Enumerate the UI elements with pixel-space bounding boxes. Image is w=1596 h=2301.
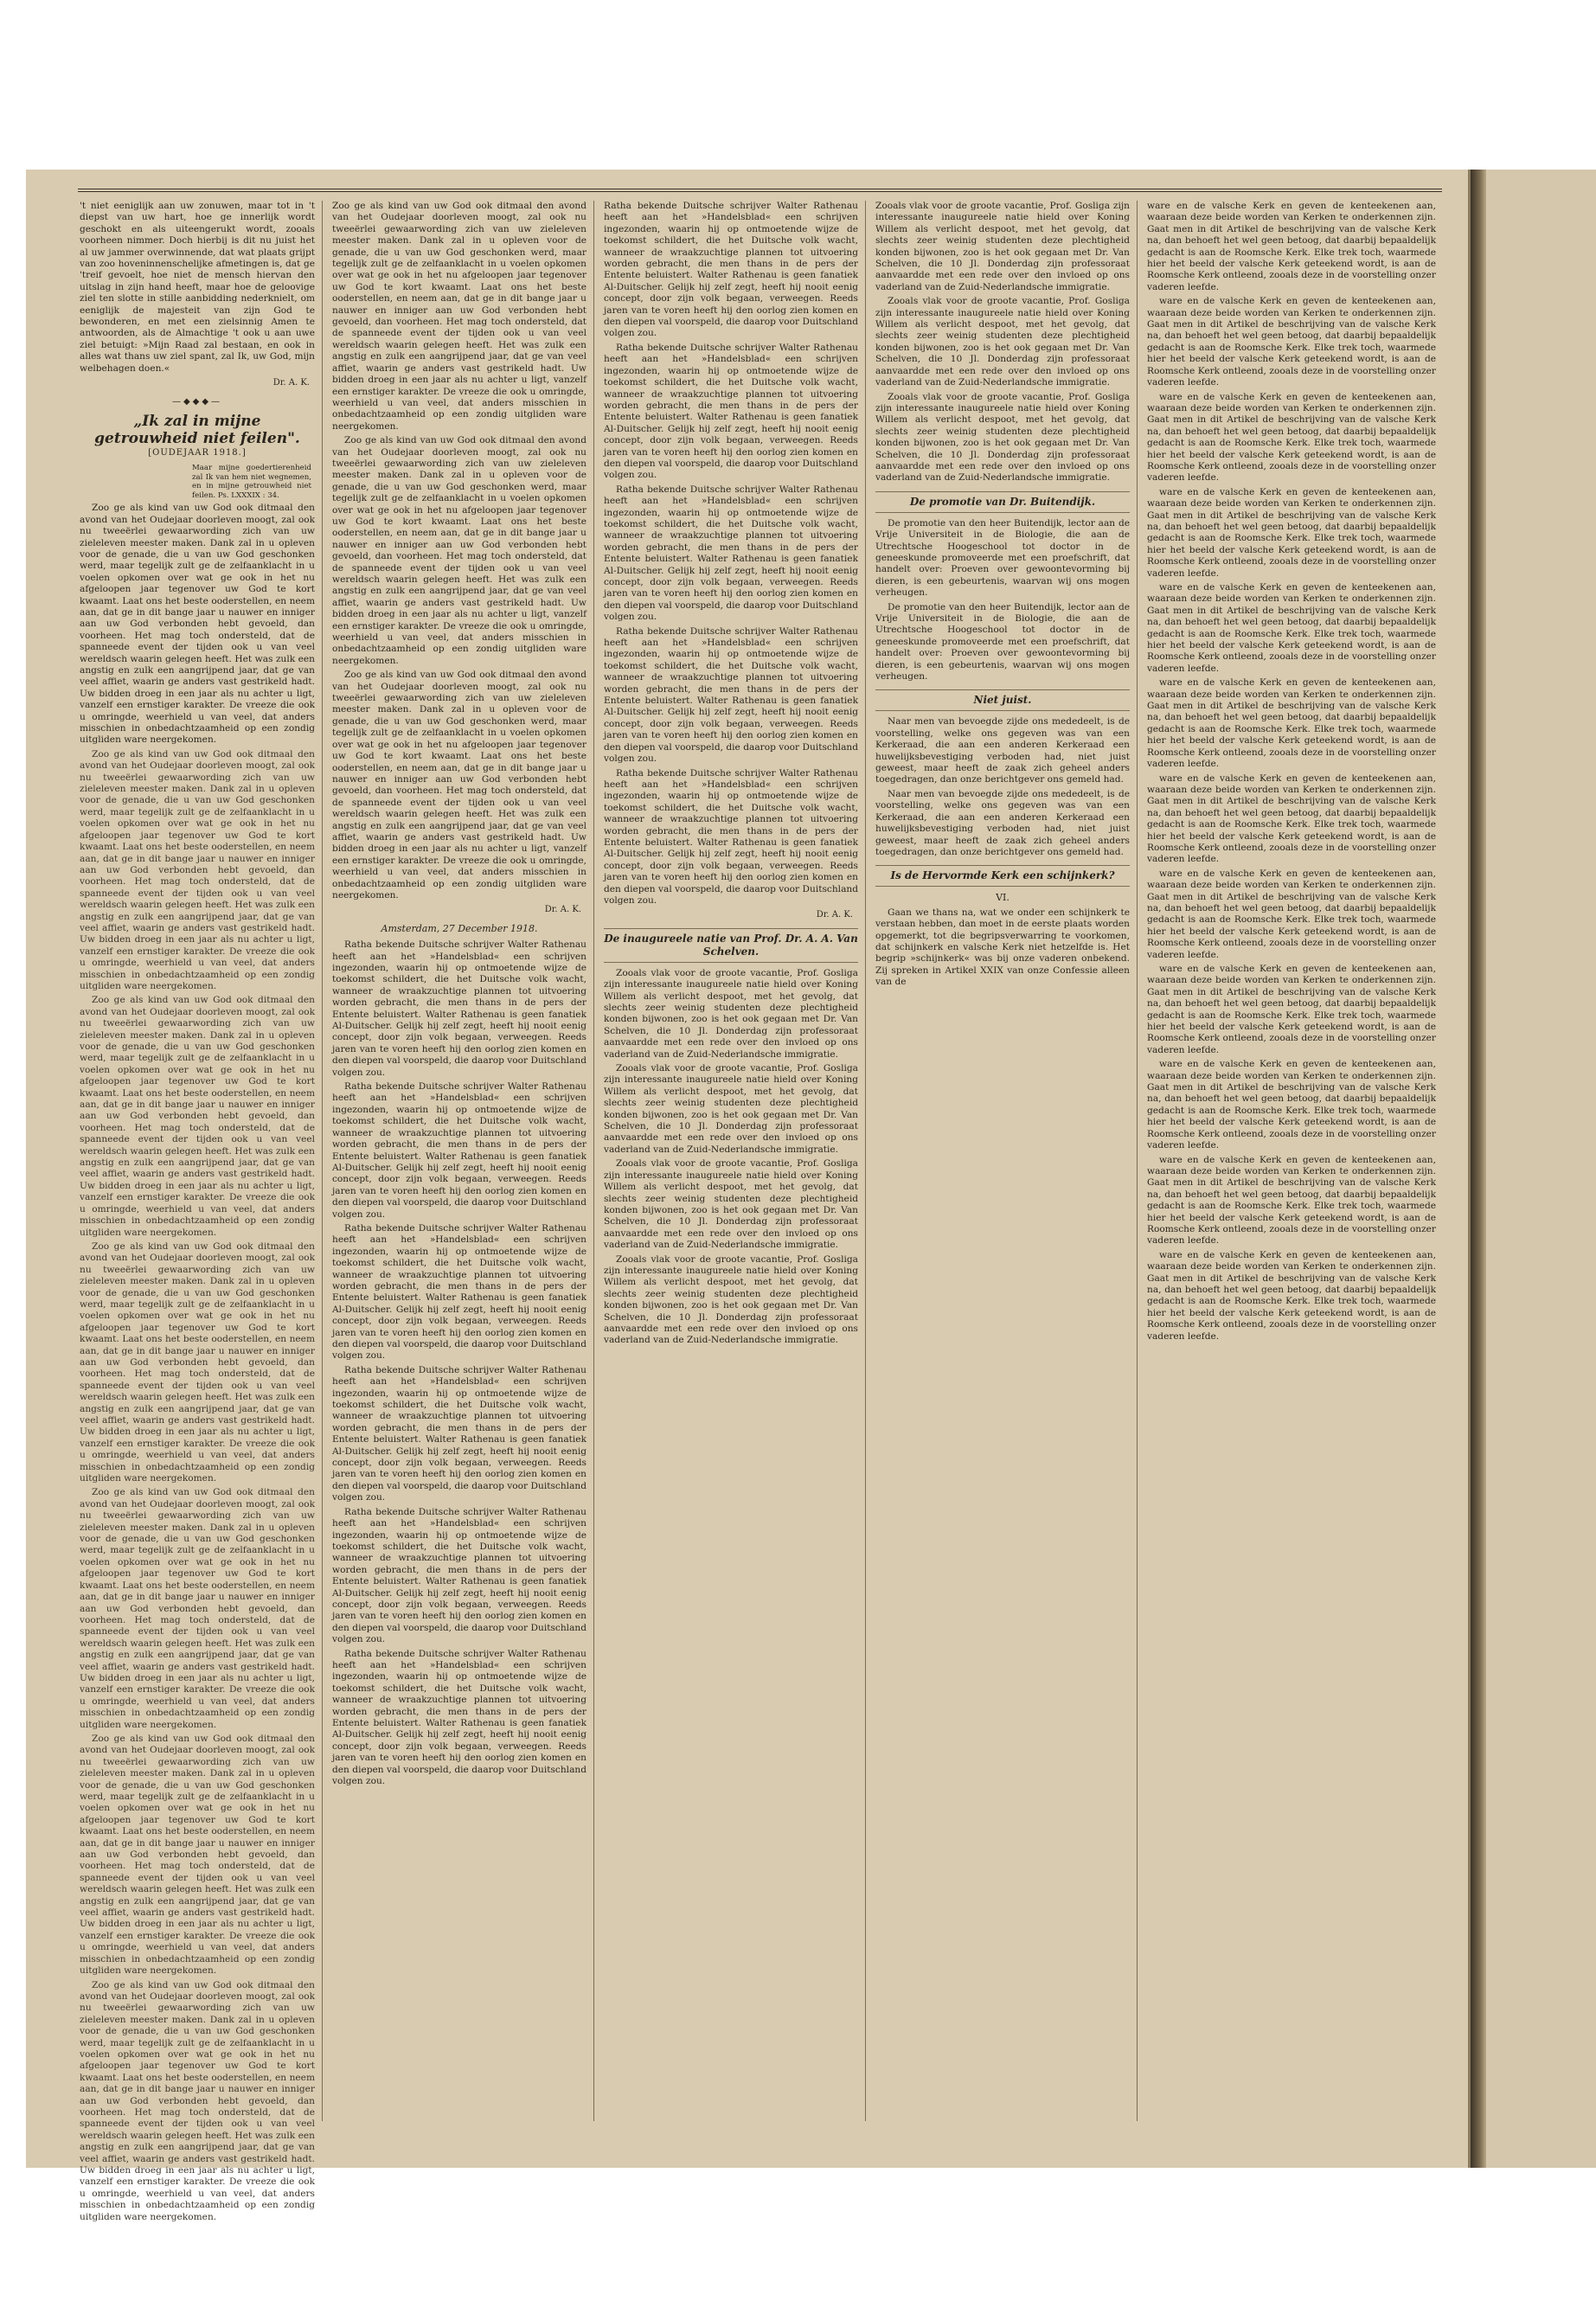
signature: Dr. A. K. [544,905,581,915]
article-2-body: Zoo ge als kind van uw God ook ditmaal den avond van het Oudejaar doorleven moogt, zal ook nu tweeërlei gewaarwording zich van uw zieleleven meester maken. Dank zal in u opleven voor de genade, die u van uw God geschonken werd, maar tegelijk zult ge de zelfaanklacht in u voelen opkomen over wat ge ook in het nu afgeloopen jaar tegenover uw God te kort kwaamt. Laat ons het beste ooderstellen, en neem aan, dat ge in dit bange jaar u nauwer en inniger aan uw God verbonden hebt gevoeld, dan voorheen. Het mag toch ondersteld, dat de spanneede event der tijden ook u van veel wereldsch waarin gelegen heeft. Het was zulk een angstig en zulk een aangrijpend jaar, dat ge van veel affiet, waarin ge anders vast gestrikeld hadt. Uw bidden droeg in een jaar als nu achter u ligt, vanzelf een ernstiger karakter. De vreeze die ook u omringde, weerhield u van veel, dat anders misschien in onbedachtzaamheid op een zondig uitgliden ware neergekomen. [80,503,315,746]
article-7-body: Gaan we thans na, wat we onder een schijnkerk te verstaan hebben, dan moet in de eerste plaats worden opgemerkt, tot die begripsverwarring te voorkomen, dat schijnkerk en valsche Kerk niet hetzelfde is. Het begrip »schijnkerk« was bij onze vaderen onbekend. Zij spreken in Artikel XXIX van onze Confessie alleen van de [875,907,1130,988]
article-2-motto: Maar mijne goedertierenheid zal Ik van hem niet wegnemen, en in mijne getrouwheid niet feilen. Ps. LXXXIX : 34. [192,464,311,500]
article-4-body: Zooals vlak voor de groote vacantie, Prof. Gosliga zijn interessante inaugureele natie hield over Koning Willem als verlicht despoot, met het gevolg, dat slechts zeer weinig studenten deze plechtigheid konden bijwonen, zoo is het ook gegaan met Dr. Van Schelven, die 10 Jl. Donderdag zijn professoraat aanvaardde met een rede over den invloed op ons vaderland van de Zuid-Nederlandsche immigratie. [604,967,858,1060]
article-3-dateline: Amsterdam, 27 December 1918. [381,922,538,934]
article-7-number: VI. [996,892,1010,904]
column-2 [332,201,586,2147]
article-2-body-cont: Zoo ge als kind van uw God ook ditmaal den avond van het Oudejaar doorleven moogt, zal ook nu tweeërlei gewaarwording zich van uw zieleleven meester maken. Dank zal in u opleven voor de genade, die u van uw God geschonken werd, maar tegelijk zult ge de zelfaanklacht in u voelen opkomen over wat ge ook in het nu afgeloopen jaar tegenover uw God te kort kwaamt. Laat ons het beste ooderstellen, en neem aan, dat ge in dit bange jaar u nauwer en inniger aan uw God verbonden hebt gevoeld, dan voorheen. Het mag toch ondersteld, dat de spanneede event der tijden ook u van veel wereldsch waarin gelegen heeft. Het was zulk een angstig en zulk een aangrijpend jaar, dat ge van veel affiet, waarin ge anders vast gestrikeld hadt. Uw bidden droeg in een jaar als nu achter u ligt, vanzelf een ernstiger karakter. De vreeze die ook u omringde, weerhield u van veel, dat anders misschien in onbedachtzaamheid op een zondig uitgliden ware neergekomen. [332,670,586,901]
column-3 [604,201,858,2147]
column-divider [593,201,594,2121]
article-5-body-cont: De promotie van den heer Buitendijk, lector aan de Vrije Universiteit in de Biologie, die aan de Utrechtsche Hoogeschool tot doctor in de geneeskunde promoveerde met een proefschrift, dat handelt over: Proeven over gewoontevorming bij dieren, is een gebeurtenis, waarvan wij ons mogen verheugen. [875,601,1130,683]
article-4-body-cont: Zooals vlak voor de groote vacantie, Prof. Gosliga zijn interessante inaugureele natie hield over Koning Willem als verlicht despoot, met het gevolg, dat slechts zeer weinig studenten deze plechtigheid konden bijwonen, zoo is het ook gegaan met Dr. Van Schelven, die 10 Jl. Donderdag zijn professoraat aanvaardde met een rede over den invloed op ons vaderland van de Zuid-Nederlandsche immigratie. [875,201,1130,292]
article-7-body-cont: ware en de valsche Kerk en geven de kenteekenen aan, waaraan deze beide worden van Kerken te onderkennen zijn. Gaat men in dit Artikel de beschrijving van de valsche Kerk na, dan behoeft het wel geen betoog, dat daarbij bepaaldelijk gedacht is aan de Roomsche Kerk. Elke trek toch, waarmede hier het beeld der valsche Kerk geteekend wordt, is aan de Roomsche Kerk ontleend, zooals deze in de voorstelling onzer vaderen leefde. [1147,391,1436,484]
article-7-body-cont: ware en de valsche Kerk en geven de kenteekenen aan, waaraan deze beide worden van Kerken te onderkennen zijn. Gaat men in dit Artikel de beschrijving van de valsche Kerk na, dan behoeft het wel geen betoog, dat daarbij bepaaldelijk gedacht is aan de Roomsche Kerk. Elke trek toch, waarmede hier het beeld der valsche Kerk geteekend wordt, is aan de Roomsche Kerk ontleend, zooals deze in de voorstelling onzer vaderen leefde. [1147,772,1436,865]
article-7-body-cont: ware en de valsche Kerk en geven de kenteekenen aan, waaraan deze beide worden van Kerken te onderkennen zijn. Gaat men in dit Artikel de beschrijving van de valsche Kerk na, dan behoeft het wel geen betoog, dat daarbij bepaaldelijk gedacht is aan de Roomsche Kerk. Elke trek toch, waarmede hier het beeld der valsche Kerk geteekend wordt, is aan de Roomsche Kerk ontleend, zooals deze in de voorstelling onzer vaderen leefde. [1147,582,1436,674]
ornament-divider: —◆◆◆— [171,396,223,407]
article-7-body-cont: ware en de valsche Kerk en geven de kenteekenen aan, waaraan deze beide worden van Kerken te onderkennen zijn. Gaat men in dit Artikel de beschrijving van de valsche Kerk na, dan behoeft het wel geen betoog, dat daarbij bepaaldelijk gedacht is aan de Roomsche Kerk. Elke trek toch, waarmede hier het beeld der valsche Kerk geteekend wordt, is aan de Roomsche Kerk ontleend, zooals deze in de voorstelling onzer vaderen leefde. [1147,296,1436,388]
article-3-body-cont: Ratha bekende Duitsche schrijver Walter Rathenau heeft aan het »Handelsblad« een schrijven ingezonden, waarin hij op ontmoetende wijze de toekomst schildert, die het Duitsche volk wacht, wanneer de wraakzuchtige plannen tot uitvoering worden gebracht, die men thans in de pers der Entente beluistert. Walter Rathenau is geen fanatiek Al-Duitscher. Gelijk hij zelf zegt, heeft hij nooit eenig concept, door zijn volk begaan, verweegen. Reeds jaren van te voren heeft hij den oorlog zien komen en den diepen val voorspeld, die daarop voor Duitschland volgen zou. [332,1081,586,1220]
article-3-body-cont: Ratha bekende Duitsche schrijver Walter Rathenau heeft aan het »Handelsblad« een schrijven ingezonden, waarin hij op ontmoetende wijze de toekomst schildert, die het Duitsche volk wacht, wanneer de wraakzuchtige plannen tot uitvoering worden gebracht, die men thans in de pers der Entente beluistert. Walter Rathenau is geen fanatiek Al-Duitscher. Gelijk hij zelf zegt, heeft hij nooit eenig concept, door zijn volk begaan, verweegen. Reeds jaren van te voren heeft hij den oorlog zien komen en den diepen val voorspeld, die daarop voor Duitschland volgen zou. [604,342,858,481]
article-3-body-cont: Ratha bekende Duitsche schrijver Walter Rathenau heeft aan het »Handelsblad« een schrijven ingezonden, waarin hij op ontmoetende wijze de toekomst schildert, die het Duitsche volk wacht, wanneer de wraakzuchtige plannen tot uitvoering worden gebracht, die men thans in de pers der Entente beluistert. Walter Rathenau is geen fanatiek Al-Duitscher. Gelijk hij zelf zegt, heeft hij nooit eenig concept, door zijn volk begaan, verweegen. Reeds jaren van te voren heeft hij den oorlog zien komen en den diepen val voorspeld, die daarop voor Duitschland volgen zou. [332,1222,586,1362]
article-5-title: De promotie van Dr. Buitendijk. [875,491,1130,513]
article-7-body-cont: ware en de valsche Kerk en geven de kenteekenen aan, waaraan deze beide worden van Kerken te onderkennen zijn. Gaat men in dit Artikel de beschrijving van de valsche Kerk na, dan behoeft het wel geen betoog, dat daarbij bepaaldelijk gedacht is aan de Roomsche Kerk. Elke trek toch, waarmede hier het beeld der valsche Kerk geteekend wordt, is aan de Roomsche Kerk ontleend, zooals deze in de voorstelling onzer vaderen leefde. [1147,677,1436,770]
article-4-body-cont: Zooals vlak voor de groote vacantie, Prof. Gosliga zijn interessante inaugureele natie hield over Koning Willem als verlicht despoot, met het gevolg, dat slechts zeer weinig studenten deze plechtigheid konden bijwonen, zoo is het ook gegaan met Dr. Van Schelven, die 10 Jl. Donderdag zijn professoraat aanvaardde met een rede over den invloed op ons vaderland van de Zuid-Nederlandsche immigratie. [604,1063,858,1155]
article-4-title: De inaugureele natie van Prof. Dr. A. A. Van Schelven. [604,928,858,963]
article-4-body-cont: Zooals vlak voor de groote vacantie, Prof. Gosliga zijn interessante inaugureele natie hield over Koning Willem als verlicht despoot, met het gevolg, dat slechts zeer weinig studenten deze plechtigheid konden bijwonen, zoo is het ook gegaan met Dr. Van Schelven, die 10 Jl. Donderdag zijn professoraat aanvaardde met een rede over den invloed op ons vaderland van de Zuid-Nederlandsche immigratie. [875,391,1130,484]
article-6-title: Niet juist. [875,689,1130,711]
article-7-body-cont: ware en de valsche Kerk en geven de kenteekenen aan, waaraan deze beide worden van Kerken te onderkennen zijn. Gaat men in dit Artikel de beschrijving van de valsche Kerk na, dan behoeft het wel geen betoog, dat daarbij bepaaldelijk gedacht is aan de Roomsche Kerk. Elke trek toch, waarmede hier het beeld der valsche Kerk geteekend wordt, is aan de Roomsche Kerk ontleend, zooals deze in de voorstelling onzer vaderen leefde. [1147,868,1436,960]
article-4-body-cont: Zooals vlak voor de groote vacantie, Prof. Gosliga zijn interessante inaugureele natie hield over Koning Willem als verlicht despoot, met het gevolg, dat slechts zeer weinig studenten deze plechtigheid konden bijwonen, zoo is het ook gegaan met Dr. Van Schelven, die 10 Jl. Donderdag zijn professoraat aanvaardde met een rede over den invloed op ons vaderland van de Zuid-Nederlandsche immigratie. [604,1253,858,1346]
article-2-body-cont: Zoo ge als kind van uw God ook ditmaal den avond van het Oudejaar doorleven moogt, zal ook nu tweeërlei gewaarwording zich van uw zieleleven meester maken. Dank zal in u opleven voor de genade, die u van uw God geschonken werd, maar tegelijk zult ge de zelfaanklacht in u voelen opkomen over wat ge ook in het nu afgeloopen jaar tegenover uw God te kort kwaamt. Laat ons het beste ooderstellen, en neem aan, dat ge in dit bange jaar u nauwer en inniger aan uw God verbonden hebt gevoeld, dan voorheen. Het mag toch ondersteld, dat de spanneede event der tijden ook u van veel wereldsch waarin gelegen heeft. Het was zulk een angstig en zulk een aangrijpend jaar, dat ge van veel affiet, waarin ge anders vast gestrikeld hadt. Uw bidden droeg in een jaar als nu achter u ligt, vanzelf een ernstiger karakter. De vreeze die ook u omringde, weerhield u van veel, dat anders misschien in onbedachtzaamheid op een zondig uitgliden ware neergekomen. [80,1979,315,2222]
article-1-text: 't niet eeniglijk aan uw zonuwen, maar tot in 't diepst van uw hart, hoe ge innerlijk wordt geschokt en als uiteengerukt wordt, zooals voorheen nimmer. Doch hierbij is dit nu juist het al uw jammer overwinnende, dat wat plaats grijpt van zoo hoveninnenschelijke afmetingen is, dat ge 'treif gevoelt, hoe niet de mensch hiervan den uitslag in zijn hand heeft, maar hoe de geloovige ziel ten slotte in stille aanbidding nederknielt, om eeniglijk de majesteit van zijn God te bewonderen, en met een zielsinnig Amen te antwoorden, als de Almachtige 't ook u aan uwe ziel betuigt: »Mijn Raad zal bestaan, en ook in alles wat thans uw ziel spant, zal Ik, uw God, mijn welbehagen doen.« [80,201,315,374]
article-4-body-cont: Zooals vlak voor de groote vacantie, Prof. Gosliga zijn interessante inaugureele natie hield over Koning Willem als verlicht despoot, met het gevolg, dat slechts zeer weinig studenten deze plechtigheid konden bijwonen, zoo is het ook gegaan met Dr. Van Schelven, die 10 Jl. Donderdag zijn professoraat aanvaardde met een rede over den invloed op ons vaderland van de Zuid-Nederlandsche immigratie. [875,296,1130,388]
article-7-body-cont: ware en de valsche Kerk en geven de kenteekenen aan, waaraan deze beide worden van Kerken te onderkennen zijn. Gaat men in dit Artikel de beschrijving van de valsche Kerk na, dan behoeft het wel geen betoog, dat daarbij bepaaldelijk gedacht is aan de Roomsche Kerk. Elke trek toch, waarmede hier het beeld der valsche Kerk geteekend wordt, is aan de Roomsche Kerk ontleend, zooals deze in de voorstelling onzer vaderen leefde. [1147,1249,1436,1342]
page-fold-edge [1471,170,1486,2168]
top-rule [78,189,1442,192]
article-3-body-cont: Ratha bekende Duitsche schrijver Walter Rathenau heeft aan het »Handelsblad« een schrijven ingezonden, waarin hij op ontmoetende wijze de toekomst schildert, die het Duitsche volk wacht, wanneer de wraakzuchtige plannen tot uitvoering worden gebracht, die men thans in de pers der Entente beluistert. Walter Rathenau is geen fanatiek Al-Duitscher. Gelijk hij zelf zegt, heeft hij nooit eenig concept, door zijn volk begaan, verweegen. Reeds jaren van te voren heeft hij den oorlog zien komen en den diepen val voorspeld, die daarop voor Duitschland volgen zou. [332,1506,586,1645]
article-7-body-cont: ware en de valsche Kerk en geven de kenteekenen aan, waaraan deze beide worden van Kerken te onderkennen zijn. Gaat men in dit Artikel de beschrijving van de valsche Kerk na, dan behoeft het wel geen betoog, dat daarbij bepaaldelijk gedacht is aan de Roomsche Kerk. Elke trek toch, waarmede hier het beeld der valsche Kerk geteekend wordt, is aan de Roomsche Kerk ontleend, zooals deze in de voorstelling onzer vaderen leefde. [1147,964,1436,1055]
article-3-body-cont: Ratha bekende Duitsche schrijver Walter Rathenau heeft aan het »Handelsblad« een schrijven ingezonden, waarin hij op ontmoetende wijze de toekomst schildert, die het Duitsche volk wacht, wanneer de wraakzuchtige plannen tot uitvoering worden gebracht, die men thans in de pers der Entente beluistert. Walter Rathenau is geen fanatiek Al-Duitscher. Gelijk hij zelf zegt, heeft hij nooit eenig concept, door zijn volk begaan, verweegen. Reeds jaren van te voren heeft hij den oorlog zien komen en den diepen val voorspeld, die daarop voor Duitschland volgen zou. [604,484,858,623]
article-3-body-cont: Ratha bekende Duitsche schrijver Walter Rathenau heeft aan het »Handelsblad« een schrijven ingezonden, waarin hij op ontmoetende wijze de toekomst schildert, die het Duitsche volk wacht, wanneer de wraakzuchtige plannen tot uitvoering worden gebracht, die men thans in de pers der Entente beluistert. Walter Rathenau is geen fanatiek Al-Duitscher. Gelijk hij zelf zegt, heeft hij nooit eenig concept, door zijn volk begaan, verweegen. Reeds jaren van te voren heeft hij den oorlog zien komen en den diepen val voorspeld, die daarop voor Duitschland volgen zou. [604,625,858,765]
article-2-body-cont: Zoo ge als kind van uw God ook ditmaal den avond van het Oudejaar doorleven moogt, zal ook nu tweeërlei gewaarwording zich van uw zieleleven meester maken. Dank zal in u opleven voor de genade, die u van uw God geschonken werd, maar tegelijk zult ge de zelfaanklacht in u voelen opkomen over wat ge ook in het nu afgeloopen jaar tegenover uw God te kort kwaamt. Laat ons het beste ooderstellen, en neem aan, dat ge in dit bange jaar u nauwer en inniger aan uw God verbonden hebt gevoeld, dan voorheen. Het mag toch ondersteld, dat de spanneede event der tijden ook u van veel wereldsch waarin gelegen heeft. Het was zulk een angstig en zulk een aangrijpend jaar, dat ge van veel affiet, waarin ge anders vast gestrikeld hadt. Uw bidden droeg in een jaar als nu achter u ligt, vanzelf een ernstiger karakter. De vreeze die ook u omringde, weerhield u van veel, dat anders misschien in onbedachtzaamheid op een zondig uitgliden ware neergekomen. [80,748,315,991]
article-7-body-cont: ware en de valsche Kerk en geven de kenteekenen aan, waaraan deze beide worden van Kerken te onderkennen zijn. Gaat men in dit Artikel de beschrijving van de valsche Kerk na, dan behoeft het wel geen betoog, dat daarbij bepaaldelijk gedacht is aan de Roomsche Kerk. Elke trek toch, waarmede hier het beeld der valsche Kerk geteekend wordt, is aan de Roomsche Kerk ontleend, zooals deze in de voorstelling onzer vaderen leefde. [1147,486,1436,579]
article-2-body-cont: Zoo ge als kind van uw God ook ditmaal den avond van het Oudejaar doorleven moogt, zal ook nu tweeërlei gewaarwording zich van uw zieleleven meester maken. Dank zal in u opleven voor de genade, die u van uw God geschonken werd, maar tegelijk zult ge de zelfaanklacht in u voelen opkomen over wat ge ook in het nu afgeloopen jaar tegenover uw God te kort kwaamt. Laat ons het beste ooderstellen, en neem aan, dat ge in dit bange jaar u nauwer en inniger aan uw God verbonden hebt gevoeld, dan voorheen. Het mag toch ondersteld, dat de spanneede event der tijden ook u van veel wereldsch waarin gelegen heeft. Het was zulk een angstig en zulk een aangrijpend jaar, dat ge van veel affiet, waarin ge anders vast gestrikeld hadt. Uw bidden droeg in een jaar als nu achter u ligt, vanzelf een ernstiger karakter. De vreeze die ook u omringde, weerhield u van veel, dat anders misschien in onbedachtzaamheid op een zondig uitgliden ware neergekomen. [80,1733,315,1977]
adjacent-page [1486,170,1596,2168]
article-7-title: Is de Hervormde Kerk een schijnkerk? [875,865,1130,887]
column-divider [865,201,866,2121]
column-divider [322,201,323,2121]
column-1 [80,201,315,2222]
article-3-body-cont: Ratha bekende Duitsche schrijver Walter Rathenau heeft aan het »Handelsblad« een schrijven ingezonden, waarin hij op ontmoetende wijze de toekomst schildert, die het Duitsche volk wacht, wanneer de wraakzuchtige plannen tot uitvoering worden gebracht, die men thans in de pers der Entente beluistert. Walter Rathenau is geen fanatiek Al-Duitscher. Gelijk hij zelf zegt, heeft hij nooit eenig concept, door zijn volk begaan, verweegen. Reeds jaren van te voren heeft hij den oorlog zien komen en den diepen val voorspeld, die daarop voor Duitschland volgen zou. [604,201,858,339]
article-2-body-cont: Zoo ge als kind van uw God ook ditmaal den avond van het Oudejaar doorleven moogt, zal ook nu tweeërlei gewaarwording zich van uw zieleleven meester maken. Dank zal in u opleven voor de genade, die u van uw God geschonken werd, maar tegelijk zult ge de zelfaanklacht in u voelen opkomen over wat ge ook in het nu afgeloopen jaar tegenover uw God te kort kwaamt. Laat ons het beste ooderstellen, en neem aan, dat ge in dit bange jaar u nauwer en inniger aan uw God verbonden hebt gevoeld, dan voorheen. Het mag toch ondersteld, dat de spanneede event der tijden ook u van veel wereldsch waarin gelegen heeft. Het was zulk een angstig en zulk een aangrijpend jaar, dat ge van veel affiet, waarin ge anders vast gestrikeld hadt. Uw bidden droeg in een jaar als nu achter u ligt, vanzelf een ernstiger karakter. De vreeze die ook u omringde, weerhield u van veel, dat anders misschien in onbedachtzaamheid op een zondig uitgliden ware neergekomen. [332,201,586,432]
article-6-body-cont: Naar men van bevoegde zijde ons mededeelt, is de voorstelling, welke ons gegeven was van een Kerkeraad, die aan een anderen Kerkeraad een huwelijksbevestiging verboden had, niet juist geweest, maar heeft de zaak zich geheel anders toegedragen, dan onze berichtgever ons gemeld had. [875,788,1130,857]
column-divider [1137,201,1138,2121]
article-3-body: Ratha bekende Duitsche schrijver Walter Rathenau heeft aan het »Handelsblad« een schrijven ingezonden, waarin hij op ontmoetende wijze de toekomst schildert, die het Duitsche volk wacht, wanneer de wraakzuchtige plannen tot uitvoering worden gebracht, die men thans in de pers der Entente beluistert. Walter Rathenau is geen fanatiek Al-Duitscher. Gelijk hij zelf zegt, heeft hij nooit eenig concept, door zijn volk begaan, verweegen. Reeds jaren van te voren heeft hij den oorlog zien komen en den diepen val voorspeld, die daarop voor Duitschland volgen zou. [332,939,586,1078]
article-6-body: Naar men van bevoegde zijde ons mededeelt, is de voorstelling, welke ons gegeven was van een Kerkeraad, die aan een anderen Kerkeraad een huwelijksbevestiging verboden had, niet juist geweest, maar heeft de zaak zich geheel anders toegedragen, dan onze berichtgever ons gemeld had. [875,716,1130,785]
article-2-body-cont: Zoo ge als kind van uw God ook ditmaal den avond van het Oudejaar doorleven moogt, zal ook nu tweeërlei gewaarwording zich van uw zieleleven meester maken. Dank zal in u opleven voor de genade, die u van uw God geschonken werd, maar tegelijk zult ge de zelfaanklacht in u voelen opkomen over wat ge ook in het nu afgeloopen jaar tegenover uw God te kort kwaamt. Laat ons het beste ooderstellen, en neem aan, dat ge in dit bange jaar u nauwer en inniger aan uw God verbonden hebt gevoeld, dan voorheen. Het mag toch ondersteld, dat de spanneede event der tijden ook u van veel wereldsch waarin gelegen heeft. Het was zulk een angstig en zulk een aangrijpend jaar, dat ge van veel affiet, waarin ge anders vast gestrikeld hadt. Uw bidden droeg in een jaar als nu achter u ligt, vanzelf een ernstiger karakter. De vreeze die ook u omringde, weerhield u van veel, dat anders misschien in onbedachtzaamheid op een zondig uitgliden ware neergekomen. [332,435,586,666]
column-4 [875,201,1130,2147]
article-3-body-cont: Ratha bekende Duitsche schrijver Walter Rathenau heeft aan het »Handelsblad« een schrijven ingezonden, waarin hij op ontmoetende wijze de toekomst schildert, die het Duitsche volk wacht, wanneer de wraakzuchtige plannen tot uitvoering worden gebracht, die men thans in de pers der Entente beluistert. Walter Rathenau is geen fanatiek Al-Duitscher. Gelijk hij zelf zegt, heeft hij nooit eenig concept, door zijn volk begaan, verweegen. Reeds jaren van te voren heeft hij den oorlog zien komen en den diepen val voorspeld, die daarop voor Duitschland volgen zou. [604,767,858,906]
article-2-title: „Ik zal in mijne getrouwheid niet feilen". [94,412,300,447]
article-3-body-cont: Ratha bekende Duitsche schrijver Walter Rathenau heeft aan het »Handelsblad« een schrijven ingezonden, waarin hij op ontmoetende wijze de toekomst schildert, die het Duitsche volk wacht, wanneer de wraakzuchtige plannen tot uitvoering worden gebracht, die men thans in de pers der Entente beluistert. Walter Rathenau is geen fanatiek Al-Duitscher. Gelijk hij zelf zegt, heeft hij nooit eenig concept, door zijn volk begaan, verweegen. Reeds jaren van te voren heeft hij den oorlog zien komen en den diepen val voorspeld, die daarop voor Duitschland volgen zou. [332,1364,586,1503]
article-3-body-cont: Ratha bekende Duitsche schrijver Walter Rathenau heeft aan het »Handelsblad« een schrijven ingezonden, waarin hij op ontmoetende wijze de toekomst schildert, die het Duitsche volk wacht, wanneer de wraakzuchtige plannen tot uitvoering worden gebracht, die men thans in de pers der Entente beluistert. Walter Rathenau is geen fanatiek Al-Duitscher. Gelijk hij zelf zegt, heeft hij nooit eenig concept, door zijn volk begaan, verweegen. Reeds jaren van te voren heeft hij den oorlog zien komen en den diepen val voorspeld, die daarop voor Duitschland volgen zou. [332,1648,586,1787]
article-7-body-cont: ware en de valsche Kerk en geven de kenteekenen aan, waaraan deze beide worden van Kerken te onderkennen zijn. Gaat men in dit Artikel de beschrijving van de valsche Kerk na, dan behoeft het wel geen betoog, dat daarbij bepaaldelijk gedacht is aan de Roomsche Kerk. Elke trek toch, waarmede hier het beeld der valsche Kerk geteekend wordt, is aan de Roomsche Kerk ontleend, zooals deze in de voorstelling onzer vaderen leefde. [1147,1059,1436,1151]
signature: Dr. A. K. [272,378,310,388]
signature: Dr. A. K. [816,910,853,920]
article-2-body-cont: Zoo ge als kind van uw God ook ditmaal den avond van het Oudejaar doorleven moogt, zal ook nu tweeërlei gewaarwording zich van uw zieleleven meester maken. Dank zal in u opleven voor de genade, die u van uw God geschonken werd, maar tegelijk zult ge de zelfaanklacht in u voelen opkomen over wat ge ook in het nu afgeloopen jaar tegenover uw God te kort kwaamt. Laat ons het beste ooderstellen, en neem aan, dat ge in dit bange jaar u nauwer en inniger aan uw God verbonden hebt gevoeld, dan voorheen. Het mag toch ondersteld, dat de spanneede event der tijden ook u van veel wereldsch waarin gelegen heeft. Het was zulk een angstig en zulk een aangrijpend jaar, dat ge van veel affiet, waarin ge anders vast gestrikeld hadt. Uw bidden droeg in een jaar als nu achter u ligt, vanzelf een ernstiger karakter. De vreeze die ook u omringde, weerhield u van veel, dat anders misschien in onbedachtzaamheid op een zondig uitgliden ware neergekomen. [80,1240,315,1484]
article-7-body-cont: ware en de valsche Kerk en geven de kenteekenen aan, waaraan deze beide worden van Kerken te onderkennen zijn. Gaat men in dit Artikel de beschrijving van de valsche Kerk na, dan behoeft het wel geen betoog, dat daarbij bepaaldelijk gedacht is aan de Roomsche Kerk. Elke trek toch, waarmede hier het beeld der valsche Kerk geteekend wordt, is aan de Roomsche Kerk ontleend, zooals deze in de voorstelling onzer vaderen leefde. [1147,201,1436,292]
article-2-body-cont: Zoo ge als kind van uw God ook ditmaal den avond van het Oudejaar doorleven moogt, zal ook nu tweeërlei gewaarwording zich van uw zieleleven meester maken. Dank zal in u opleven voor de genade, die u van uw God geschonken werd, maar tegelijk zult ge de zelfaanklacht in u voelen opkomen over wat ge ook in het nu afgeloopen jaar tegenover uw God te kort kwaamt. Laat ons het beste ooderstellen, en neem aan, dat ge in dit bange jaar u nauwer en inniger aan uw God verbonden hebt gevoeld, dan voorheen. Het mag toch ondersteld, dat de spanneede event der tijden ook u van veel wereldsch waarin gelegen heeft. Het was zulk een angstig en zulk een aangrijpend jaar, dat ge van veel affiet, waarin ge anders vast gestrikeld hadt. Uw bidden droeg in een jaar als nu achter u ligt, vanzelf een ernstiger karakter. De vreeze die ook u omringde, weerhield u van veel, dat anders misschien in onbedachtzaamheid op een zondig uitgliden ware neergekomen. [80,1487,315,1730]
article-7-body-cont: ware en de valsche Kerk en geven de kenteekenen aan, waaraan deze beide worden van Kerken te onderkennen zijn. Gaat men in dit Artikel de beschrijving van de valsche Kerk na, dan behoeft het wel geen betoog, dat daarbij bepaaldelijk gedacht is aan de Roomsche Kerk. Elke trek toch, waarmede hier het beeld der valsche Kerk geteekend wordt, is aan de Roomsche Kerk ontleend, zooals deze in de voorstelling onzer vaderen leefde. [1147,1154,1436,1247]
column-5 [1147,201,1436,2147]
article-2-body-cont: Zoo ge als kind van uw God ook ditmaal den avond van het Oudejaar doorleven moogt, zal ook nu tweeërlei gewaarwording zich van uw zieleleven meester maken. Dank zal in u opleven voor de genade, die u van uw God geschonken werd, maar tegelijk zult ge de zelfaanklacht in u voelen opkomen over wat ge ook in het nu afgeloopen jaar tegenover uw God te kort kwaamt. Laat ons het beste ooderstellen, en neem aan, dat ge in dit bange jaar u nauwer en inniger aan uw God verbonden hebt gevoeld, dan voorheen. Het mag toch ondersteld, dat de spanneede event der tijden ook u van veel wereldsch waarin gelegen heeft. Het was zulk een angstig en zulk een aangrijpend jaar, dat ge van veel affiet, waarin ge anders vast gestrikeld hadt. Uw bidden droeg in een jaar als nu achter u ligt, vanzelf een ernstiger karakter. De vreeze die ook u omringde, weerhield u van veel, dat anders misschien in onbedachtzaamheid op een zondig uitgliden ware neergekomen. [80,995,315,1238]
article-5-body: De promotie van den heer Buitendijk, lector aan de Vrije Universiteit in de Biologie, die aan de Utrechtsche Hoogeschool tot doctor in de geneeskunde promoveerde met een proefschrift, dat handelt over: Proeven over gewoontevorming bij dieren, is een gebeurtenis, waarvan wij ons mogen verheugen. [875,517,1130,599]
article-4-body-cont: Zooals vlak voor de groote vacantie, Prof. Gosliga zijn interessante inaugureele natie hield over Koning Willem als verlicht despoot, met het gevolg, dat slechts zeer weinig studenten deze plechtigheid konden bijwonen, zoo is het ook gegaan met Dr. Van Schelven, die 10 Jl. Donderdag zijn professoraat aanvaardde met een rede over den invloed op ons vaderland van de Zuid-Nederlandsche immigratie. [604,1158,858,1251]
article-2-subtitle: [OUDEJAAR 1918.] [148,447,247,458]
